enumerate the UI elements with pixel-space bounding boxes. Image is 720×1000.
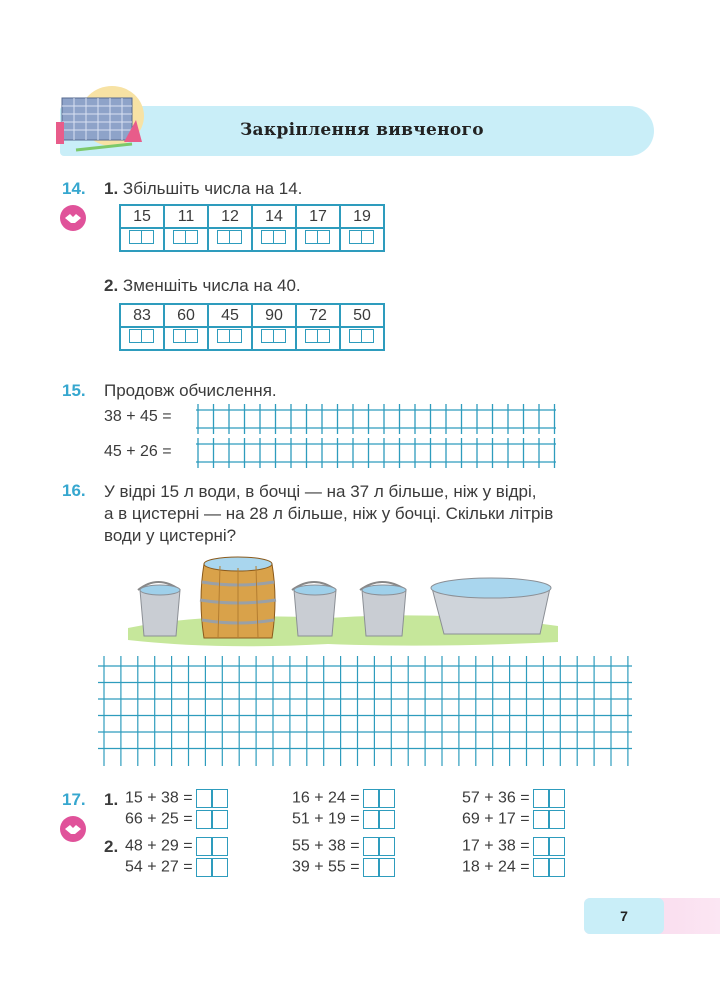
table-cell: 45 [208,304,252,327]
table-cell: 11 [164,205,208,228]
table-cell: 15 [120,205,164,228]
bucket-image [360,582,406,636]
task-14-part1-number: 1. [104,179,119,198]
answer-box[interactable] [197,789,228,808]
header-illustration [52,86,144,158]
bucket-image [292,582,336,636]
containers-illustration [128,548,558,650]
tub-image [431,578,551,634]
equation: 57 + 36 = [462,789,530,807]
answer-box[interactable] [534,789,565,808]
equation: 69 + 17 = [462,810,530,828]
answer-cell[interactable] [208,228,252,251]
answer-box[interactable] [534,810,565,829]
equation: 54 + 27 = [125,858,193,876]
answer-cell[interactable] [296,327,340,350]
table-cell: 12 [208,205,252,228]
answer-cell[interactable] [164,327,208,350]
answer-cell[interactable] [120,228,164,251]
table-cell: 14 [252,205,296,228]
task-15-equation-1: 38 + 45 = [104,408,172,425]
table-cell: 17 [296,205,340,228]
answer-cell[interactable] [208,327,252,350]
task-15-text: Продовж обчислення. [104,381,277,400]
equation: 15 + 38 = [125,789,193,807]
task-15-equation-2: 45 + 26 = [104,443,172,460]
task-17-part2-number: 2. [104,837,119,856]
answer-box[interactable] [364,858,395,877]
table-cell: 19 [340,205,384,228]
task-16-line-2: а в цистерні — на 28 л більше, ніж у бочці. Скільки літрів [104,504,554,523]
barrel-image [200,557,276,638]
task-14-part2-text: Зменшіть числа на 40. [122,276,301,295]
table-cell: 60 [164,304,208,327]
task-14-table-2 [119,303,385,351]
table-cell: 90 [252,304,296,327]
answer-box[interactable] [364,810,395,829]
page-number: 7 [584,898,664,934]
answer-box[interactable] [534,858,565,877]
answer-box[interactable] [534,837,565,856]
bucket-image [138,582,180,636]
answer-cell[interactable] [252,327,296,350]
task-15-writing-grid[interactable] [194,402,560,470]
answer-box[interactable] [364,789,395,808]
task-17-part1-number: 1. [104,790,119,809]
equation: 48 + 29 = [125,837,193,855]
task-16-solution-grid[interactable] [98,656,632,766]
pair-work-icon [60,816,86,842]
task-17-number: 17. [62,790,86,809]
answer-cell[interactable] [340,228,384,251]
task-14-part2-number: 2. [104,276,119,295]
answer-box[interactable] [197,858,228,877]
task-14-number: 14. [62,179,86,198]
answer-box[interactable] [364,837,395,856]
table-cell: 72 [296,304,340,327]
task-14-table-1 [119,204,385,252]
equation: 66 + 25 = [125,810,193,828]
answer-cell[interactable] [340,327,384,350]
equation: 51 + 19 = [292,810,360,828]
table-cell: 50 [340,304,384,327]
task-16-number: 16. [62,481,86,500]
equation: 55 + 38 = [292,837,360,855]
table-cell: 83 [120,304,164,327]
task-16-line-3: води у цистерні? [104,526,237,545]
pair-work-icon [60,205,86,231]
answer-cell[interactable] [296,228,340,251]
answer-cell[interactable] [252,228,296,251]
task-14-part1-text: Збільшіть числа на 14. [122,179,303,198]
answer-box[interactable] [197,837,228,856]
answer-cell[interactable] [120,327,164,350]
equation: 16 + 24 = [292,789,360,807]
task-16-line-1: У відрі 15 л води, в бочці — на 37 л більше, ніж у відрі, [104,482,537,501]
answer-cell[interactable] [164,228,208,251]
answer-box[interactable] [197,810,228,829]
equation: 18 + 24 = [462,858,530,876]
equation: 17 + 38 = [462,837,530,855]
task-15-number: 15. [62,381,86,400]
page-title: Закріплення вивченого [240,120,484,140]
equation: 39 + 55 = [292,858,360,876]
